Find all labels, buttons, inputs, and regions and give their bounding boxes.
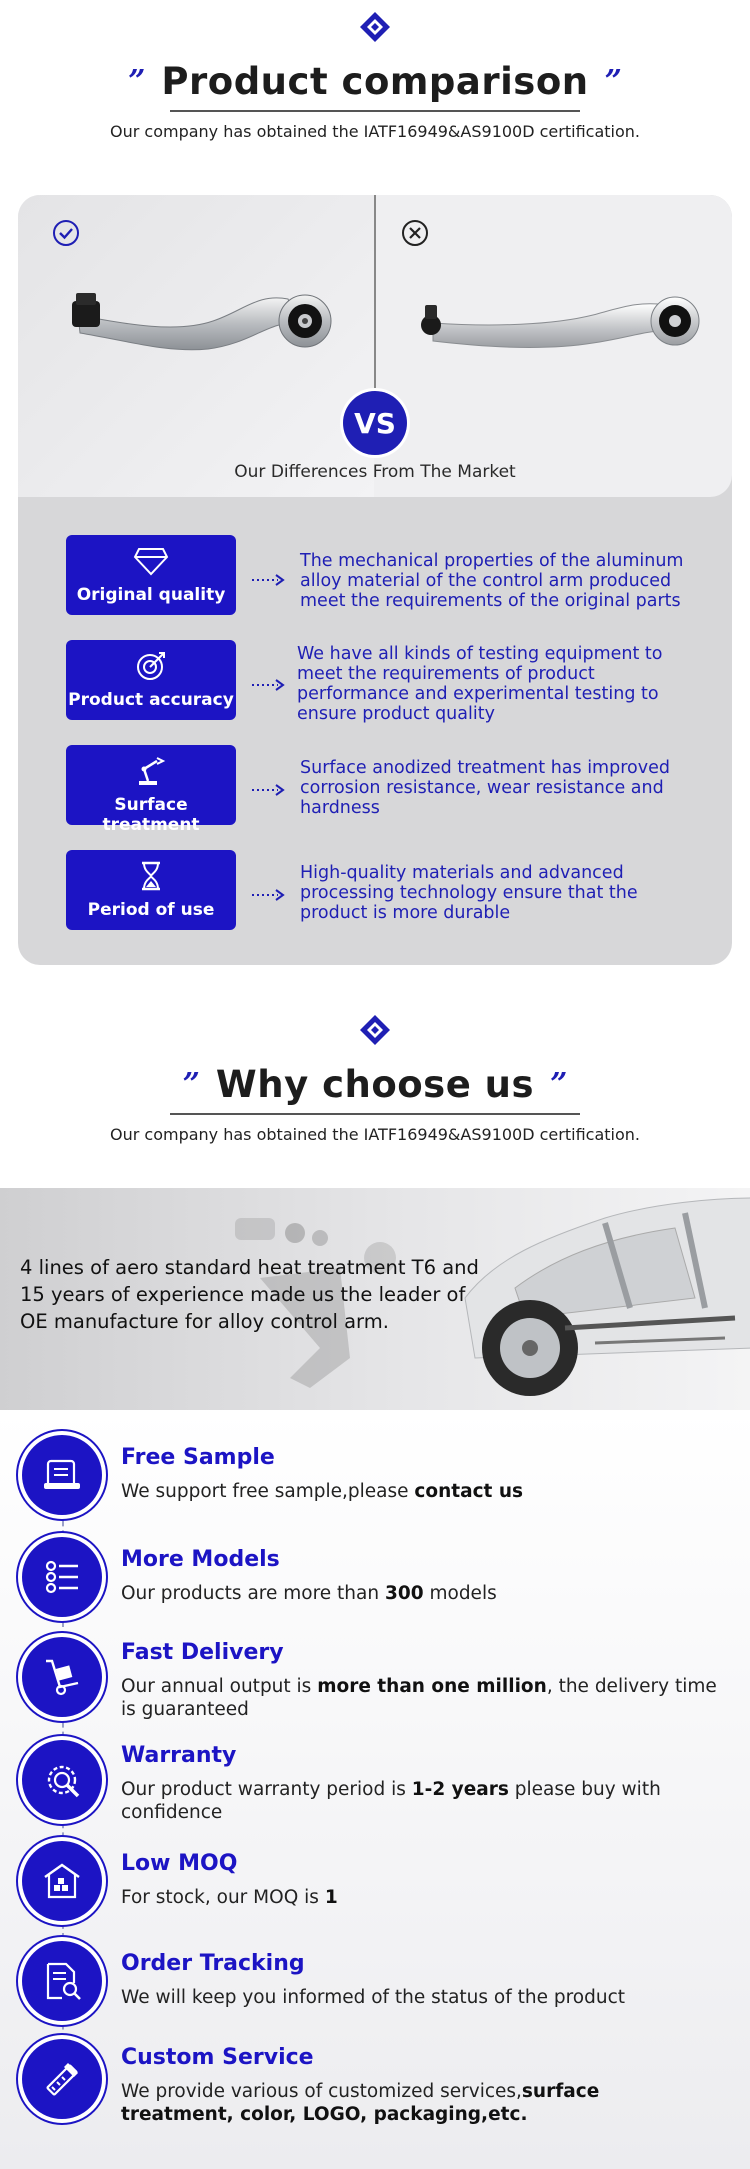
desc-emphasis: more than one million — [317, 1676, 547, 1697]
desc-text: please buy with confidence — [121, 1779, 661, 1823]
our-product-panel — [18, 195, 374, 497]
item-title: Fast Delivery — [121, 1640, 284, 1665]
control-arm-ours-image — [58, 263, 358, 373]
item-title: Low MOQ — [121, 1851, 238, 1876]
why-subtitle: Our company has obtained the IATF16949&AS9100D certification. — [110, 1125, 640, 1144]
title-underline — [170, 1113, 580, 1115]
dotted-arrow-icon — [252, 678, 286, 692]
desc-emphasis: 300 — [384, 1583, 424, 1604]
diamond-logo-icon — [358, 1013, 392, 1047]
item-desc — [121, 1675, 721, 1721]
desc-emphasis: surface treatment, color, LOGO, packaging,etc. — [121, 2081, 600, 2125]
order-tracking-badge — [22, 1941, 102, 2021]
desc-text: models — [423, 1583, 497, 1604]
gear-wrench-icon — [42, 1760, 82, 1800]
dotted-arrow-icon — [252, 573, 286, 587]
vs-badge: VS — [343, 391, 407, 455]
target-icon — [133, 650, 169, 682]
car-image — [455, 1188, 750, 1410]
feature-label: Product accuracy — [68, 690, 234, 710]
quote-close: ” — [550, 1066, 568, 1102]
comparison-subtitle: Our company has obtained the IATF16949&AS9100D certification. — [110, 122, 640, 141]
hand-truck-icon — [42, 1657, 82, 1697]
comparison-title-row — [0, 60, 750, 103]
title-underline — [170, 110, 580, 112]
hourglass-icon — [133, 860, 169, 892]
feature-text: Surface anodized treatment has improved corrosion resistance, wear resistance and hardness — [300, 758, 670, 818]
sample-box-icon — [42, 1455, 82, 1495]
warehouse-icon — [42, 1861, 82, 1901]
dotted-arrow-icon — [252, 783, 286, 797]
item-desc — [121, 1986, 721, 2009]
desc-text: , the delivery time is guaranteed — [121, 1676, 717, 1720]
comparison-caption: Our Differences From The Market — [234, 462, 516, 482]
comparison-card — [18, 195, 732, 965]
free-sample-badge — [22, 1435, 102, 1515]
desc-emphasis: 1-2 years — [411, 1779, 509, 1800]
pen-ruler-icon — [42, 2059, 82, 2099]
feature-text: We have all kinds of testing equipment to meet the requirements of product performance and experimental testing to ensure product quality — [297, 644, 663, 724]
desc-emphasis: 1 — [324, 1887, 338, 1908]
comparison-divider — [374, 195, 376, 395]
why-title-row — [0, 1063, 750, 1106]
desc-text: Our products are more than — [121, 1583, 385, 1604]
low-moq-badge — [22, 1841, 102, 1921]
warranty-badge — [22, 1740, 102, 1820]
desc-text: We will keep you informed of the status of the product — [121, 1987, 626, 2008]
fast-delivery-badge — [22, 1637, 102, 1717]
more-models-badge — [22, 1537, 102, 1617]
x-circle-icon — [400, 218, 430, 248]
feature-text: The mechanical properties of the aluminum alloy material of the control arm produced meet the requirements of the original parts — [300, 551, 684, 611]
item-title: More Models — [121, 1547, 280, 1572]
item-desc — [121, 1886, 721, 1909]
diamond-outline-icon — [133, 545, 169, 577]
feature-label: Period of use — [87, 900, 215, 920]
list-icon — [42, 1557, 82, 1597]
desc-text: Our product warranty period is — [121, 1779, 412, 1800]
desc-emphasis[interactable]: contact us — [414, 1481, 523, 1502]
quote-close: ” — [604, 63, 622, 99]
item-desc — [121, 2080, 711, 2126]
custom-service-badge — [22, 2039, 102, 2119]
desc-text: Our annual output is — [121, 1676, 318, 1697]
why-title: Why choose us — [215, 1063, 535, 1106]
document-search-icon — [42, 1961, 82, 2001]
quote-open: ” — [128, 63, 146, 99]
feature-label: Surface treatment — [102, 795, 200, 835]
item-title: Free Sample — [121, 1445, 275, 1470]
comparison-title: Product comparison — [161, 60, 589, 103]
feature-product-accuracy — [66, 640, 236, 720]
experience-banner — [0, 1188, 750, 1410]
control-arm-market-image — [413, 275, 713, 375]
item-title: Custom Service — [121, 2045, 314, 2070]
dotted-arrow-icon — [252, 888, 286, 902]
desc-text: For stock, our MOQ is — [121, 1887, 325, 1908]
item-title: Order Tracking — [121, 1951, 305, 1976]
feature-text: High-quality materials and advanced processing technology ensure that the product is more durable — [300, 863, 638, 923]
diamond-logo-icon — [358, 10, 392, 44]
feature-period-of-use — [66, 850, 236, 930]
desc-text: We support free sample,please — [121, 1481, 415, 1502]
feature-label: Original quality — [76, 585, 226, 605]
quote-open: ” — [182, 1066, 200, 1102]
feature-surface-treatment — [66, 745, 236, 835]
item-title: Warranty — [121, 1743, 237, 1768]
feature-original-quality — [66, 535, 236, 615]
item-desc — [121, 1778, 721, 1824]
item-desc — [121, 1480, 721, 1503]
check-circle-icon — [51, 218, 81, 248]
banner-text: 4 lines of aero standard heat treatment T6 and 15 years of experience made us the leader of OE manufacture for alloy control arm. — [20, 1256, 479, 1333]
desc-text: We provide various of customized services, — [121, 2081, 522, 2102]
item-desc — [121, 1582, 721, 1605]
robot-arm-icon — [133, 755, 169, 787]
